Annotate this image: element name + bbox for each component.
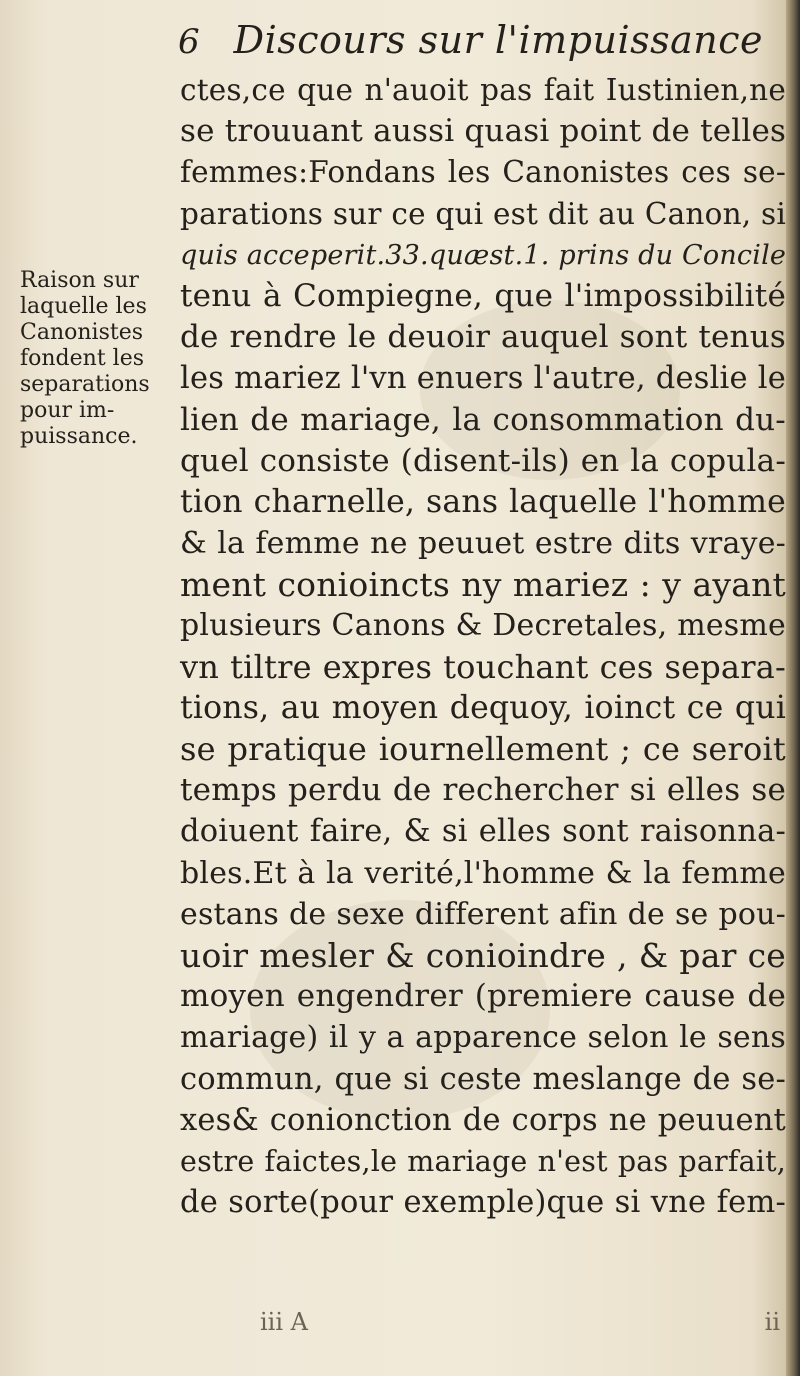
text-line: ment conioincts ny mariez : y ayant bbox=[180, 565, 786, 605]
text-line: parations sur ce qui est dit au Canon, si bbox=[180, 196, 786, 231]
text-line: temps perdu de rechercher si elles se bbox=[180, 772, 786, 809]
text-line: commun, que si ceste meslange de se- bbox=[180, 1061, 786, 1097]
text-line: ctes,ce que n'auoit pas fait Iustinien,ne bbox=[180, 73, 786, 107]
text-line: vn tiltre expres touchant ces separa- bbox=[180, 647, 786, 686]
signature-mark: iii A bbox=[260, 1308, 308, 1336]
margin-note-line: Raison sur bbox=[20, 268, 139, 293]
margin-note-line: pour im- bbox=[20, 398, 115, 423]
text-line: se trouuant aussi quasi point de telles bbox=[180, 113, 787, 150]
margin-note-line: separations bbox=[20, 372, 150, 397]
text-line: estre faictes,le mariage n'est pas parfait, bbox=[180, 1144, 786, 1178]
margin-note bbox=[20, 268, 180, 450]
text-line: doiuent faire, & si elles sont raisonna- bbox=[180, 814, 786, 850]
margin-note-line: fondent les bbox=[20, 346, 145, 371]
text-line: quis acceperit.33.quæst.1. prins du Concile bbox=[180, 239, 787, 271]
page-header bbox=[178, 18, 778, 70]
margin-note-line: puissance. bbox=[20, 424, 138, 449]
footer-right-mark: ii bbox=[764, 1308, 780, 1336]
text-line: femmes:Fondans les Canonistes ces se- bbox=[180, 155, 786, 190]
text-line: lien de mariage, la consommation du- bbox=[180, 401, 786, 438]
text-line: estans de sexe different afin de se pou- bbox=[180, 896, 786, 932]
text-line: de rendre le deuoir auquel sont tenus bbox=[180, 319, 786, 356]
margin-note-line: laquelle les bbox=[20, 294, 147, 319]
text-line: les mariez l'vn enuers l'autre, deslie le bbox=[180, 361, 786, 397]
text-line: tions, au moyen dequoy, ioinct ce qui bbox=[180, 689, 786, 726]
text-line: moyen engendrer (premiere cause de bbox=[180, 978, 786, 1015]
text-line: quel consiste (disent-ils) en la copula- bbox=[180, 442, 786, 479]
text-line: tion charnelle, sans laquelle l'homme bbox=[180, 483, 786, 520]
margin-note-line: Canonistes bbox=[20, 320, 144, 345]
text-line: mariage) il y a apparence selon le sens bbox=[180, 1020, 786, 1056]
text-line: plusieurs Canons & Decretales, mesme bbox=[180, 608, 786, 644]
page-number: 6 bbox=[178, 22, 200, 62]
text-line: uoir mesler & conioindre , & par ce bbox=[180, 935, 786, 975]
text-line: & la femme ne peuuet estre dits vraye- bbox=[180, 526, 786, 562]
page-edge-shadow bbox=[786, 0, 800, 1376]
text-line: de sorte(pour exemple)que si vne fem- bbox=[180, 1185, 786, 1221]
text-line: bles.Et à la verité,l'homme & la femme bbox=[180, 855, 786, 891]
text-line: tenu à Compiegne, que l'impossibilité bbox=[180, 277, 786, 314]
footer-marks bbox=[260, 1308, 780, 1336]
running-head: Discours sur l'impuissance bbox=[233, 18, 763, 62]
body-text bbox=[180, 70, 786, 1223]
text-line: xes& conionction de corps ne peuuent bbox=[180, 1102, 786, 1138]
text-line: se pratique iournellement ; ce seroit bbox=[180, 730, 786, 768]
